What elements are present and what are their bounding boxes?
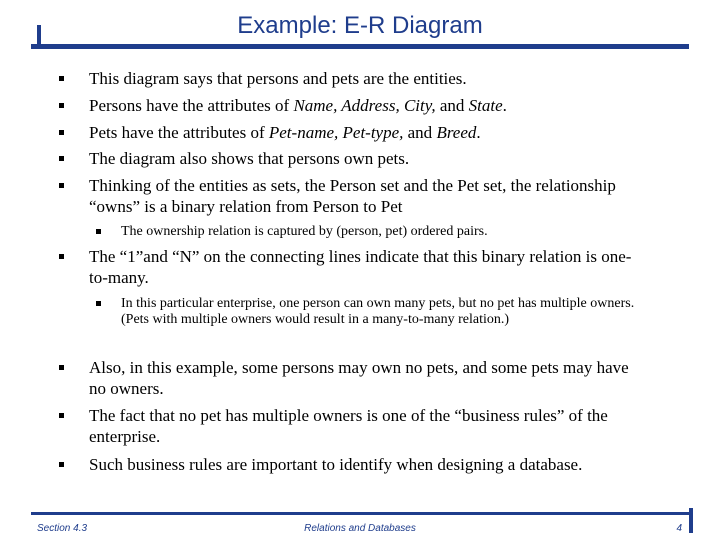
bullet-text: [89, 247, 631, 287]
slide-title: Example: E-R Diagram: [237, 12, 483, 39]
bullet-text: [89, 96, 507, 115]
bullet-text-run: Persons have the attributes of: [89, 96, 294, 115]
footer-page-number: 4: [676, 523, 682, 534]
bullet-text: [89, 69, 467, 88]
bullet-text-run: Also, in this example, some persons may own no pets, and some pets may have no owners.: [89, 358, 629, 398]
bullet-dot-icon: [59, 103, 64, 108]
bullet-dot-icon: [59, 76, 64, 81]
bullet-dot-icon: [59, 254, 64, 259]
bullet-dot-icon: [59, 413, 64, 418]
bullet-item: [89, 148, 649, 169]
bullet-item: [89, 246, 649, 288]
bullet-text-run: This diagram says that persons and pets are the entities.: [89, 69, 467, 88]
sub-bullet-text: In this particular enterprise, one person can own many pets, but no pet has multiple owners. (Pets with multiple owners would result in a many-to-many relation.): [121, 296, 635, 327]
bullet-text-run: Thinking of the entities as sets, the Person set and the Pet set, the relationship “owns” is a binary relation from Person to Pet: [89, 176, 616, 216]
bullet-text-run: Name, Address, City,: [293, 96, 436, 115]
bullet-text-run: .: [502, 96, 507, 115]
footer-section: Section 4.3: [37, 523, 88, 534]
bullet-dot-icon: [59, 462, 64, 467]
bullet-item: [89, 95, 649, 116]
bullet-item: [89, 175, 649, 217]
bullet-dot-icon: [59, 183, 64, 188]
bullet-text-run: .: [476, 123, 481, 142]
bullet-dot-icon: [59, 365, 64, 370]
bullet-text: [89, 406, 608, 446]
sub-bullet-text: The ownership relation is captured by (person, pet) ordered pairs.: [121, 224, 488, 239]
bullet-text: [89, 176, 616, 216]
title-underline-rule: [31, 44, 689, 49]
square-bullet-icon: [96, 301, 101, 306]
bullet-text-run: and: [435, 96, 469, 115]
sub-bullet-item: [121, 296, 661, 328]
bullet-text-run: and: [403, 123, 437, 142]
bullet-item: [89, 122, 649, 143]
bullet-item: [89, 405, 649, 447]
sub-bullet-item: [121, 224, 661, 240]
bullet-text-run: The fact that no pet has multiple owners is one of the “business rules” of the enterprise.: [89, 406, 608, 446]
bullet-text-run: Pets have the attributes of: [89, 123, 269, 142]
footer-title: Relations and Databases: [304, 523, 416, 534]
bullet-text-run: Pet-name, Pet-type,: [268, 123, 404, 142]
bullet-item: [89, 68, 649, 89]
bullet-text-run: The diagram also shows that persons own pets.: [89, 149, 410, 168]
bullet-dot-icon: [59, 130, 64, 135]
square-bullet-icon: [96, 229, 101, 234]
bullet-text-run: Such business rules are important to identify when designing a database.: [89, 455, 583, 474]
bullet-item: [89, 454, 649, 475]
bullet-text: [89, 455, 582, 474]
bullet-text-run: Breed: [436, 123, 477, 142]
bullet-text: [89, 123, 481, 142]
bullet-item: [89, 357, 649, 399]
bullet-text: [89, 358, 629, 398]
bullet-dot-icon: [59, 156, 64, 161]
bullet-text-run: State: [468, 96, 503, 115]
footer-rule: [31, 512, 689, 515]
bullet-text: [89, 149, 409, 168]
bullet-text-run: The “1”and “N” on the connecting lines indicate that this binary relation is one-to-many.: [89, 247, 632, 287]
